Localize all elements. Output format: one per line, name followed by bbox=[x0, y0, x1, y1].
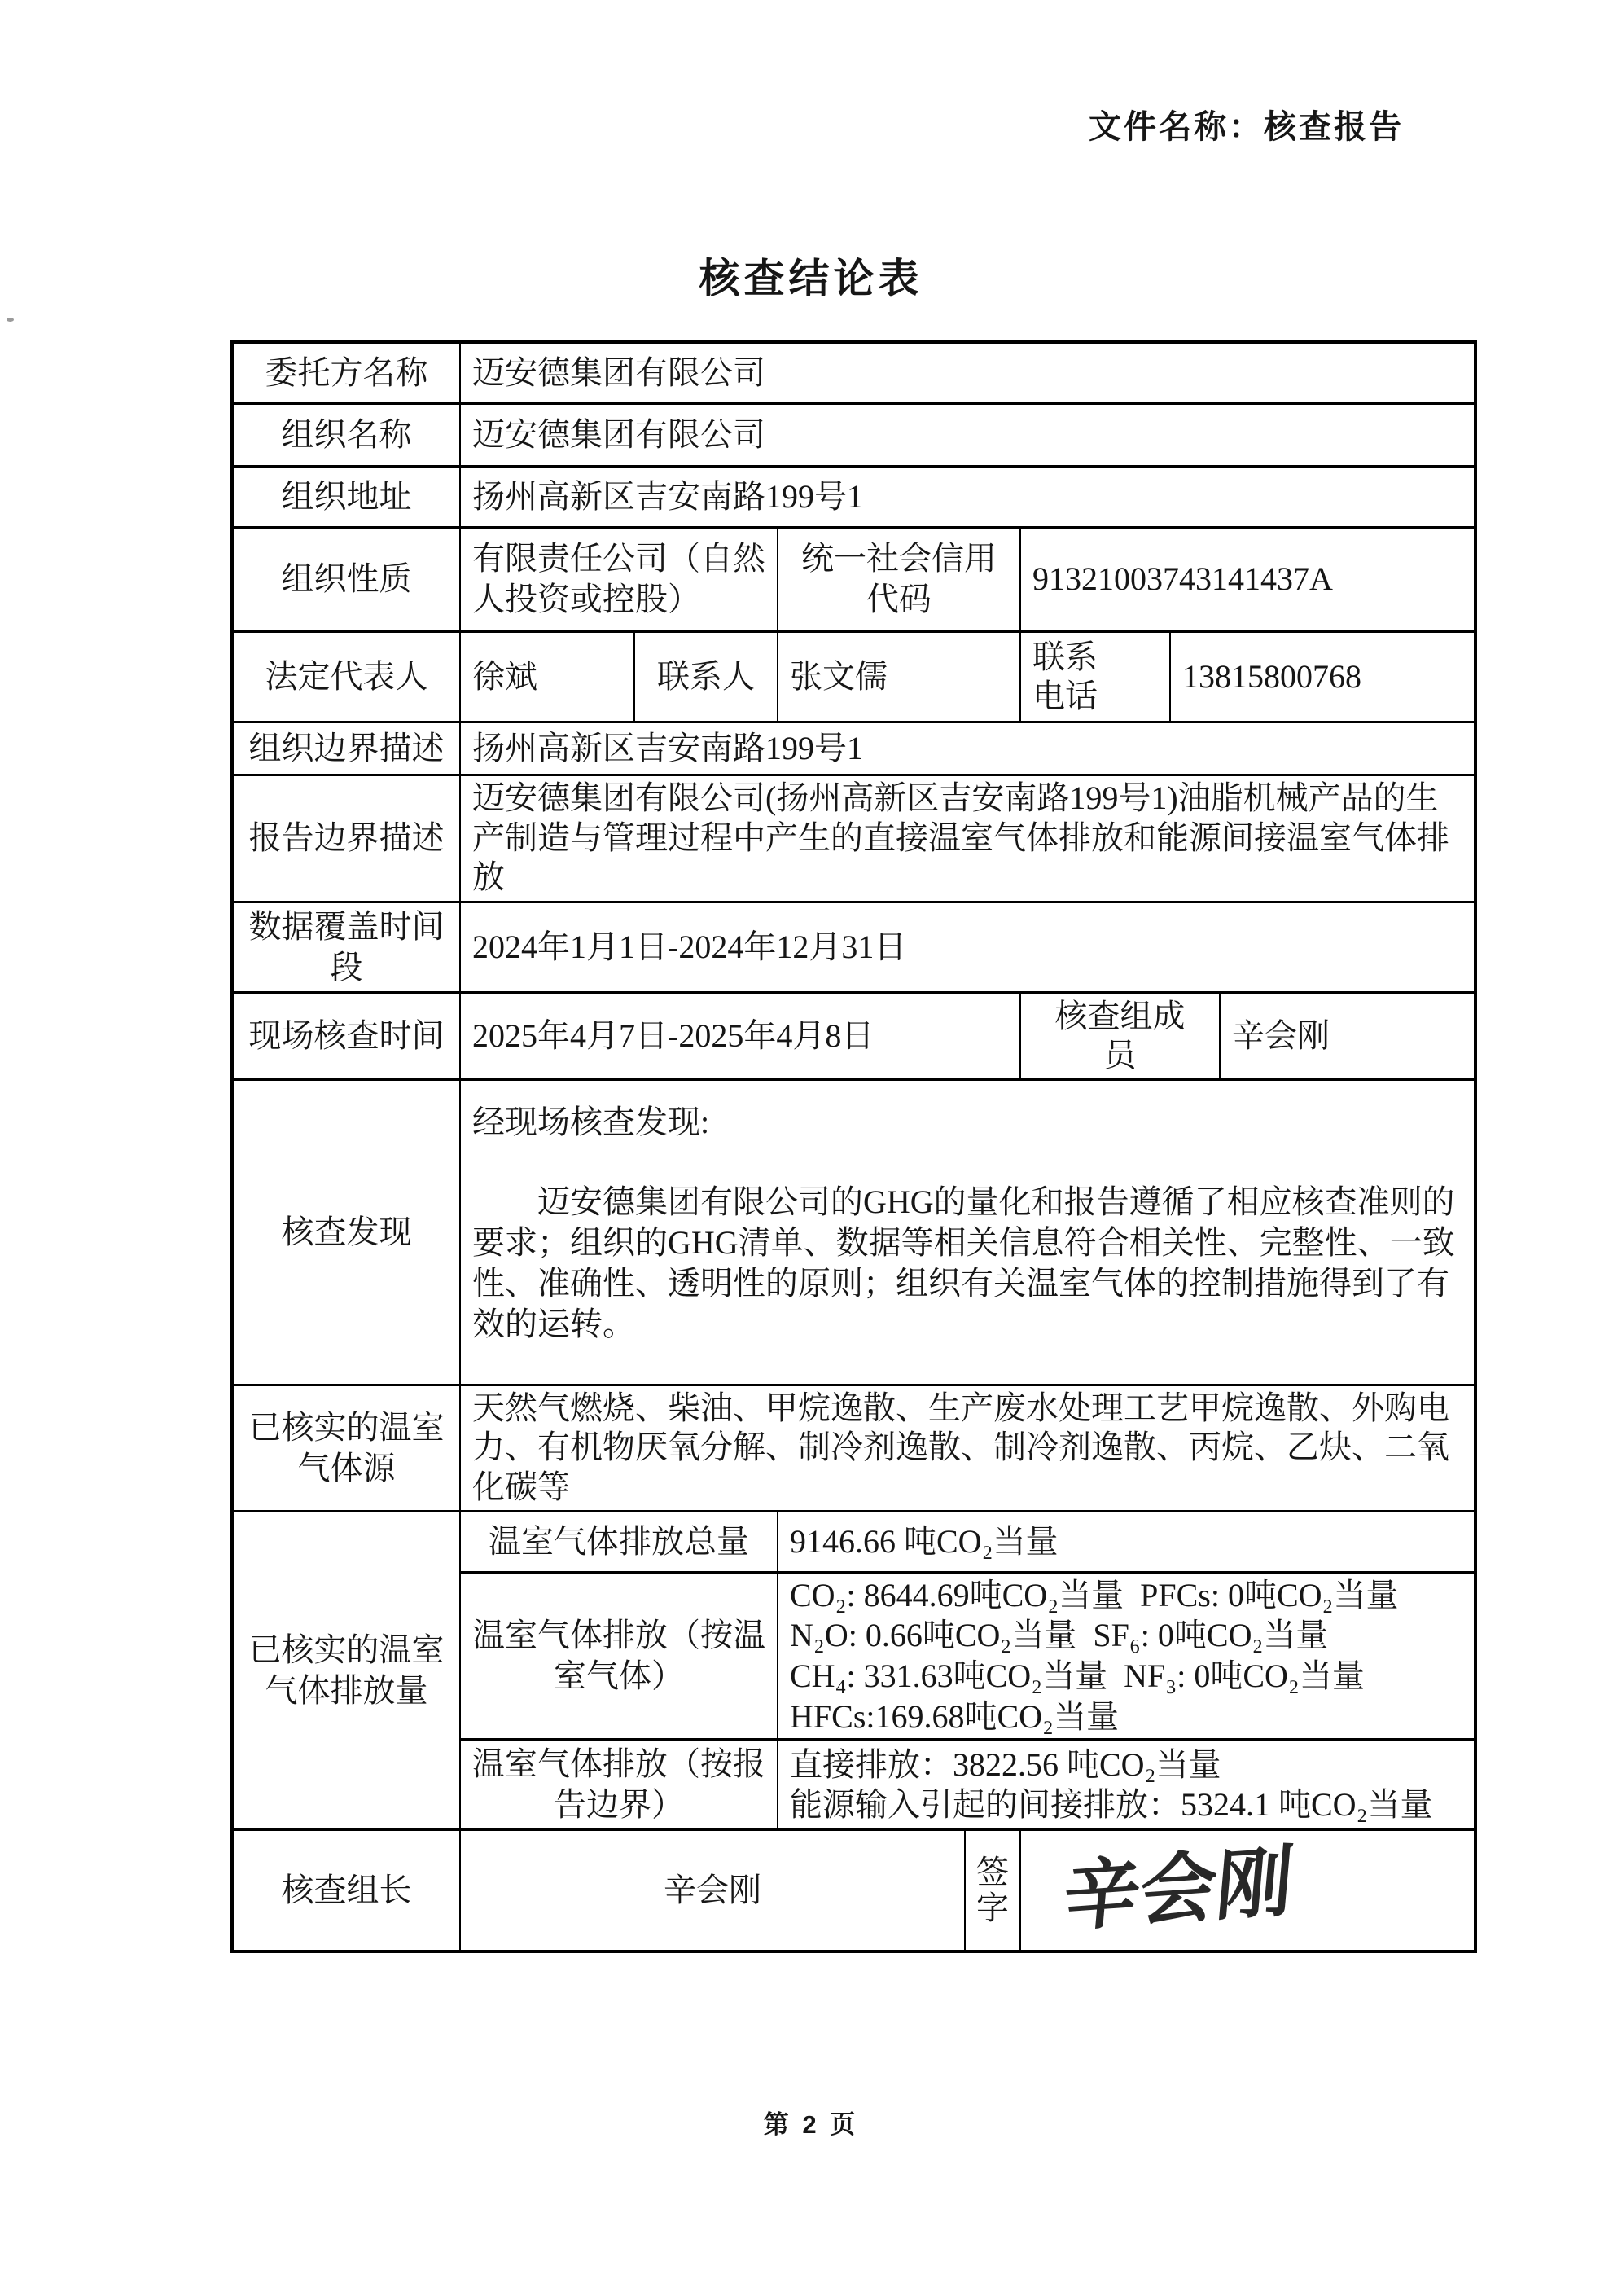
row-org-name bbox=[232, 403, 1475, 466]
team-leader-label: 核查组长 bbox=[232, 1830, 460, 1951]
org-nature-value: 有限责任公司（自然人投资或控股） bbox=[460, 527, 778, 631]
credit-code-value: 91321003743141437A bbox=[1020, 527, 1475, 631]
row-org-boundary bbox=[232, 722, 1475, 775]
site-visit-value: 2025年4月7日-2025年4月8日 bbox=[460, 992, 1020, 1079]
scan-artifact-dot bbox=[7, 318, 14, 322]
by-boundary-line-indirect: 能源输入引起的间接排放：5324.1 吨CO₂当量 bbox=[790, 1786, 1433, 1824]
contact-label: 联系人 bbox=[634, 631, 778, 722]
by-boundary-line-direct: 直接排放：3822.56 吨CO₂当量 bbox=[790, 1745, 1221, 1783]
findings-cell bbox=[460, 1079, 1475, 1385]
emissions-by-boundary-values bbox=[778, 1740, 1475, 1830]
contact-value: 张文儒 bbox=[778, 631, 1020, 722]
verification-conclusion-table bbox=[230, 340, 1477, 1953]
data-period-value: 2024年1月1日-2024年12月31日 bbox=[460, 902, 1475, 992]
ghg-sources-value: 天然气燃烧、柴油、甲烷逸散、生产废水处理工艺甲烷逸散、外购电力、有机物厌氧分解、制冷剂逸散、制冷剂逸散、丙烷、乙炔、二氧化碳等 bbox=[460, 1385, 1475, 1511]
row-site-visit bbox=[232, 992, 1475, 1079]
row-org-address bbox=[232, 466, 1475, 527]
signature-cell bbox=[1020, 1830, 1475, 1951]
by-gas-line-co2-pfcs: CO₂: 8644.69吨CO₂当量 PFCs: 0吨CO₂当量 bbox=[790, 1576, 1399, 1613]
phone-value: 13815800768 bbox=[1170, 631, 1475, 722]
findings-intro: 经现场核查发现: bbox=[472, 1103, 710, 1140]
org-address-value: 扬州高新区吉安南路199号1 bbox=[460, 466, 1475, 527]
emissions-by-gas-label: 温室气体排放（按温室气体） bbox=[460, 1572, 778, 1739]
org-boundary-label: 组织边界描述 bbox=[232, 722, 460, 775]
report-boundary-label: 报告边界描述 bbox=[232, 775, 460, 902]
org-boundary-value: 扬州高新区吉安南路199号1 bbox=[460, 722, 1475, 775]
sign-label: 签字 bbox=[965, 1830, 1020, 1951]
site-visit-label: 现场核查时间 bbox=[232, 992, 460, 1079]
team-label-text: 核查组成员 bbox=[1054, 997, 1186, 1073]
client-name-value: 迈安德集团有限公司 bbox=[460, 342, 1475, 403]
by-gas-line-ch4-nf3: CH₄: 331.63吨CO₂当量 NF₃: 0吨CO₂当量 bbox=[790, 1657, 1365, 1695]
data-period-label: 数据覆盖时间段 bbox=[232, 902, 460, 992]
by-gas-line-n2o-sf6: N₂O: 0.66吨CO₂当量 SF₆: 0吨CO₂当量 bbox=[790, 1617, 1329, 1654]
emissions-label: 已核实的温室气体排放量 bbox=[232, 1511, 460, 1829]
phone-label bbox=[1020, 631, 1170, 722]
client-name-label: 委托方名称 bbox=[232, 342, 460, 403]
credit-code-label: 统一社会信用代码 bbox=[778, 527, 1020, 631]
row-report-boundary bbox=[232, 775, 1475, 902]
row-org-nature bbox=[232, 527, 1475, 631]
team-value: 辛会刚 bbox=[1220, 992, 1475, 1079]
legal-rep-label: 法定代表人 bbox=[232, 631, 460, 722]
handwritten-signature: 辛会刚 bbox=[1059, 1837, 1297, 1943]
findings-body: 迈安德集团有限公司的GHG的量化和报告遵循了相应核查准则的要求；组织的GHG清单、数据等相关信息符合相关性、完整性、一致性、准确性、透明性的原则；组织有关温室气体的控制措施得到了有效的运转。 bbox=[472, 1183, 1455, 1342]
by-gas-line-hfcs: HFCs:169.68吨CO₂当量 bbox=[790, 1697, 1120, 1735]
report-boundary-value: 迈安德集团有限公司(扬州高新区吉安南路199号1)油脂机械产品的生产制造与管理过程中产生的直接温室气体排放和能源间接温室气体排放 bbox=[460, 775, 1475, 902]
phone-label-text: 联系电话 bbox=[1032, 638, 1098, 714]
emissions-by-gas-values bbox=[778, 1572, 1475, 1739]
team-leader-value: 辛会刚 bbox=[460, 1830, 965, 1951]
org-nature-label: 组织性质 bbox=[232, 527, 460, 631]
ghg-sources-label: 已核实的温室气体源 bbox=[232, 1385, 460, 1511]
org-name-value: 迈安德集团有限公司 bbox=[460, 403, 1475, 466]
row-emissions-total bbox=[232, 1511, 1475, 1572]
team-label bbox=[1020, 992, 1220, 1079]
row-findings bbox=[232, 1079, 1475, 1385]
emissions-total-value: 9146.66 吨CO₂当量 bbox=[778, 1511, 1475, 1572]
page-number: 第 2 页 bbox=[763, 2110, 859, 2139]
findings-label: 核查发现 bbox=[232, 1079, 460, 1385]
row-client-name bbox=[232, 342, 1475, 403]
row-legal-rep bbox=[232, 631, 1475, 722]
row-ghg-sources bbox=[232, 1385, 1475, 1511]
emissions-total-label: 温室气体排放总量 bbox=[460, 1511, 778, 1572]
page-title: 核查结论表 bbox=[699, 256, 923, 301]
row-team-leader bbox=[232, 1830, 1475, 1951]
emissions-by-boundary-label: 温室气体排放（按报告边界） bbox=[460, 1740, 778, 1830]
row-data-period bbox=[232, 902, 1475, 992]
org-name-label: 组织名称 bbox=[232, 403, 460, 466]
org-address-label: 组织地址 bbox=[232, 466, 460, 527]
document-header-label: 文件名称：核查报告 bbox=[1089, 109, 1404, 145]
legal-rep-value: 徐斌 bbox=[460, 631, 634, 722]
